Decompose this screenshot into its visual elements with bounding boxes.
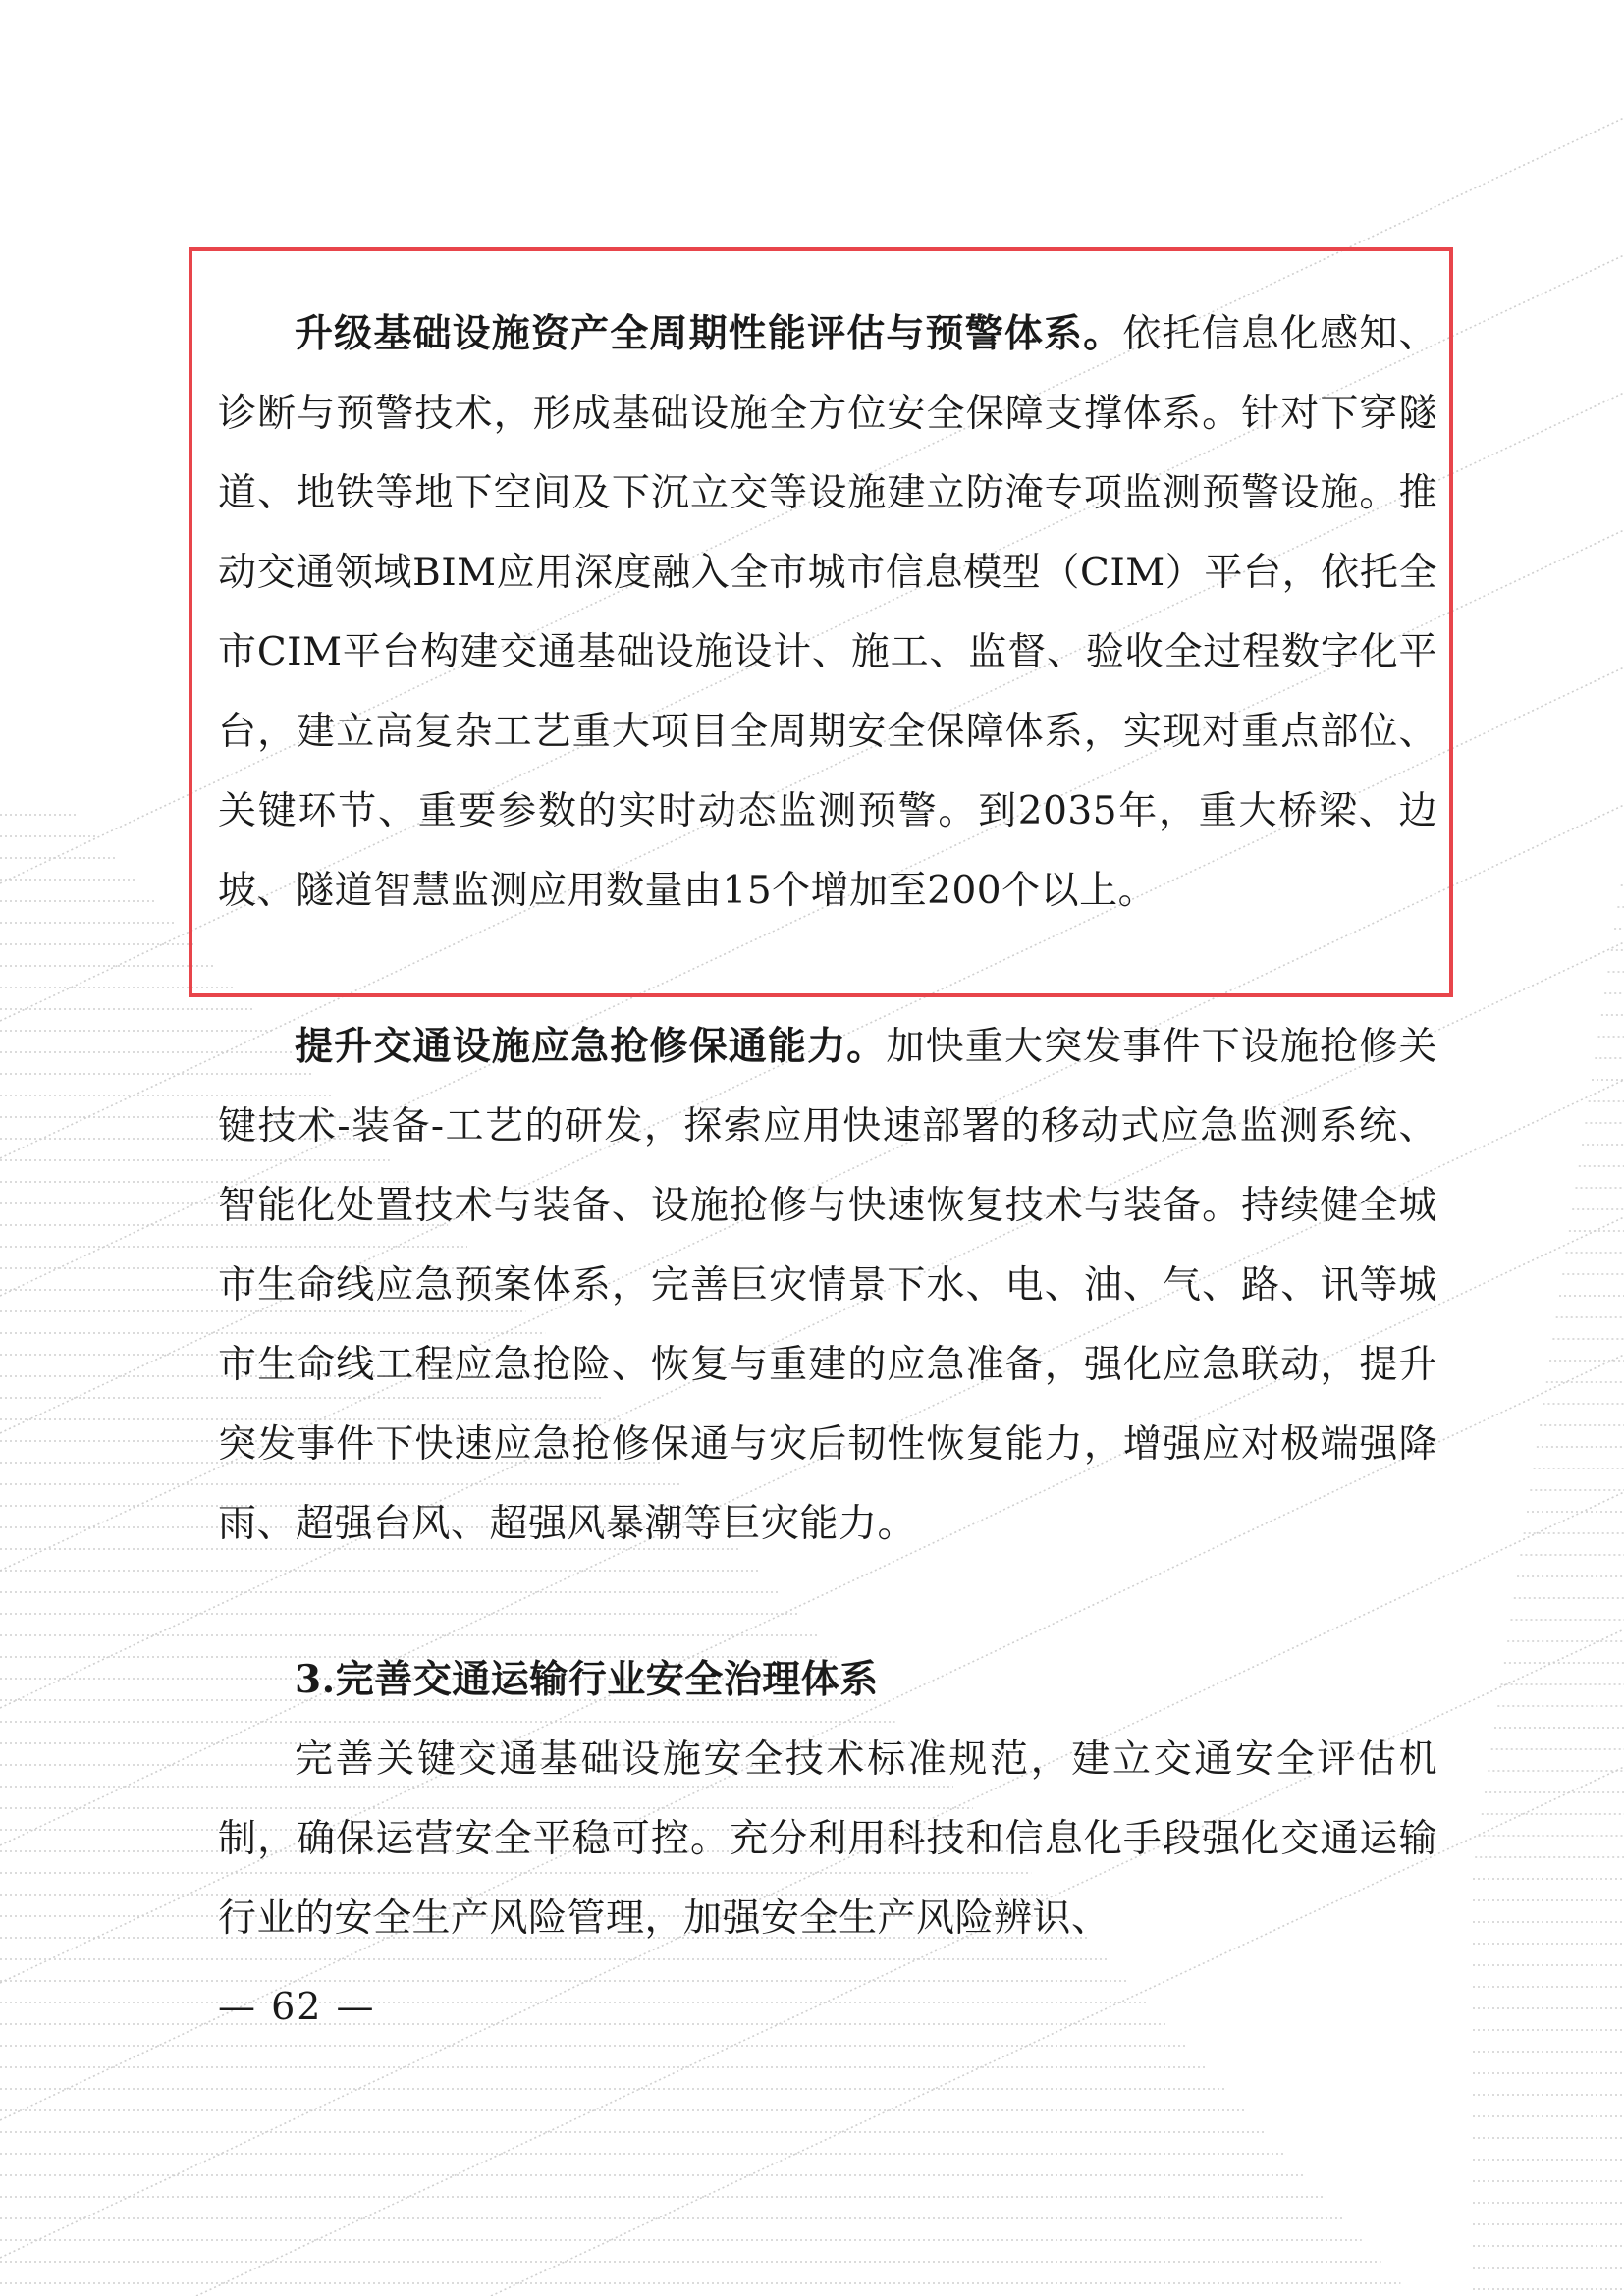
paragraph-body: 加快重大突发事件下设施抢修关键技术-装备-工艺的研发，探索应用快速部署的移动式应急监测系统、智能化处置技术与装备、设施抢修与快速恢复技术与装备。持续健全城市生命线应急预案体系，完善巨灾情景下水、电、油、气、路、讯等城市生命线工程应急抢险、恢复与重建的应急准备，强化应急联动，提升突发事件下快速应急抢修保通与灾后韧性恢复能力，增强应对极端强降雨、超强台风、超强风暴潮等巨灾能力。 <box>218 1025 1437 1546</box>
paragraph-body: 依托信息化感知、诊断与预警技术，形成基础设施全方位安全保障支撑体系。针对下穿隧道、地铁等地下空间及下沉立交等设施建立防淹专项监测预警设施。推动交通领域BIM应用深度融入全市城市信息模型（CIM）平台，依托全市CIM平台构建交通基础设施设计、施工、监督、验收全过程数字化平台，建立高复杂工艺重大项目全周期安全保障体系，实现对重点部位、关键环节、重要参数的实时动态监测预警。到2035年，重大桥梁、边坡、隧道智慧监测应用数量由15个增加至200个以上。 <box>218 312 1437 913</box>
paragraph-heading: 提升交通设施应急抢修保通能力。 <box>295 1024 887 1069</box>
paragraph-safety-governance <box>218 1720 1437 1958</box>
section-heading: 3.完善交通运输行业安全治理体系 <box>295 1657 879 1702</box>
paragraph-emergency-repair <box>218 1007 1437 1564</box>
page-number: — 62 — <box>218 1985 376 2028</box>
paragraph-infrastructure-monitoring <box>218 294 1437 931</box>
paragraph-body: 完善关键交通基础设施安全技术标准规范，建立交通安全评估机制，确保运营安全平稳可控。充分利用科技和信息化手段强化交通运输行业的安全生产风险管理，加强安全生产风险辨识、 <box>218 1737 1437 1941</box>
paragraph-heading: 升级基础设施资产全周期性能评估与预警体系。 <box>295 311 1123 356</box>
